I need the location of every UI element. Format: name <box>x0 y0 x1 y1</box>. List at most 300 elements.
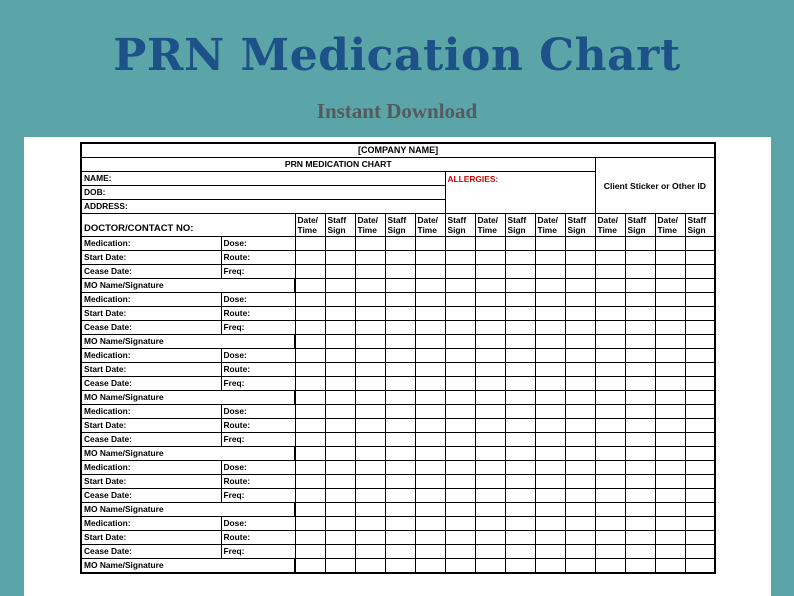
entry-cell[interactable] <box>445 237 475 251</box>
entry-cell[interactable] <box>415 433 445 447</box>
entry-cell[interactable] <box>325 293 355 307</box>
entry-cell[interactable] <box>325 531 355 545</box>
entry-cell[interactable] <box>295 559 325 574</box>
entry-cell[interactable] <box>445 391 475 405</box>
entry-cell[interactable] <box>445 419 475 433</box>
entry-cell[interactable] <box>475 475 505 489</box>
entry-cell[interactable] <box>295 349 325 363</box>
entry-cell[interactable] <box>625 433 655 447</box>
entry-cell[interactable] <box>385 335 415 349</box>
entry-cell[interactable] <box>325 237 355 251</box>
entry-cell[interactable] <box>415 321 445 335</box>
entry-cell[interactable] <box>475 559 505 574</box>
entry-cell[interactable] <box>355 447 385 461</box>
entry-cell[interactable] <box>385 517 415 531</box>
entry-cell[interactable] <box>655 447 685 461</box>
entry-cell[interactable] <box>385 405 415 419</box>
entry-cell[interactable] <box>625 503 655 517</box>
entry-cell[interactable] <box>565 503 595 517</box>
entry-cell[interactable] <box>685 363 715 377</box>
entry-cell[interactable] <box>325 265 355 279</box>
entry-cell[interactable] <box>565 391 595 405</box>
entry-cell[interactable] <box>325 447 355 461</box>
entry-cell[interactable] <box>415 517 445 531</box>
entry-cell[interactable] <box>325 489 355 503</box>
entry-cell[interactable] <box>355 363 385 377</box>
entry-cell[interactable] <box>325 307 355 321</box>
entry-cell[interactable] <box>505 335 535 349</box>
entry-cell[interactable] <box>505 237 535 251</box>
entry-cell[interactable] <box>295 279 325 293</box>
entry-cell[interactable] <box>445 461 475 475</box>
entry-cell[interactable] <box>505 531 535 545</box>
entry-cell[interactable] <box>295 545 325 559</box>
entry-cell[interactable] <box>445 377 475 391</box>
entry-cell[interactable] <box>355 391 385 405</box>
entry-cell[interactable] <box>415 461 445 475</box>
entry-cell[interactable] <box>685 293 715 307</box>
entry-cell[interactable] <box>565 335 595 349</box>
entry-cell[interactable] <box>415 363 445 377</box>
entry-cell[interactable] <box>355 461 385 475</box>
entry-cell[interactable] <box>385 419 415 433</box>
entry-cell[interactable] <box>535 531 565 545</box>
entry-cell[interactable] <box>505 377 535 391</box>
entry-cell[interactable] <box>685 335 715 349</box>
entry-cell[interactable] <box>505 307 535 321</box>
entry-cell[interactable] <box>475 489 505 503</box>
entry-cell[interactable] <box>655 349 685 363</box>
entry-cell[interactable] <box>475 293 505 307</box>
entry-cell[interactable] <box>355 559 385 574</box>
entry-cell[interactable] <box>325 251 355 265</box>
entry-cell[interactable] <box>475 545 505 559</box>
entry-cell[interactable] <box>445 531 475 545</box>
entry-cell[interactable] <box>655 237 685 251</box>
entry-cell[interactable] <box>625 307 655 321</box>
entry-cell[interactable] <box>565 517 595 531</box>
entry-cell[interactable] <box>685 307 715 321</box>
entry-cell[interactable] <box>475 447 505 461</box>
entry-cell[interactable] <box>295 307 325 321</box>
entry-cell[interactable] <box>655 293 685 307</box>
entry-cell[interactable] <box>505 321 535 335</box>
entry-cell[interactable] <box>595 433 625 447</box>
entry-cell[interactable] <box>595 279 625 293</box>
entry-cell[interactable] <box>565 265 595 279</box>
entry-cell[interactable] <box>595 531 625 545</box>
entry-cell[interactable] <box>565 377 595 391</box>
entry-cell[interactable] <box>415 503 445 517</box>
entry-cell[interactable] <box>535 349 565 363</box>
entry-cell[interactable] <box>535 391 565 405</box>
entry-cell[interactable] <box>685 251 715 265</box>
entry-cell[interactable] <box>355 265 385 279</box>
entry-cell[interactable] <box>325 335 355 349</box>
entry-cell[interactable] <box>415 349 445 363</box>
entry-cell[interactable] <box>475 237 505 251</box>
entry-cell[interactable] <box>295 447 325 461</box>
entry-cell[interactable] <box>505 419 535 433</box>
entry-cell[interactable] <box>685 545 715 559</box>
entry-cell[interactable] <box>505 293 535 307</box>
entry-cell[interactable] <box>295 475 325 489</box>
entry-cell[interactable] <box>445 321 475 335</box>
entry-cell[interactable] <box>325 405 355 419</box>
entry-cell[interactable] <box>475 517 505 531</box>
entry-cell[interactable] <box>445 545 475 559</box>
entry-cell[interactable] <box>505 391 535 405</box>
entry-cell[interactable] <box>295 265 325 279</box>
entry-cell[interactable] <box>625 279 655 293</box>
entry-cell[interactable] <box>625 461 655 475</box>
entry-cell[interactable] <box>655 559 685 574</box>
entry-cell[interactable] <box>535 447 565 461</box>
entry-cell[interactable] <box>475 531 505 545</box>
entry-cell[interactable] <box>685 377 715 391</box>
entry-cell[interactable] <box>505 363 535 377</box>
entry-cell[interactable] <box>325 517 355 531</box>
entry-cell[interactable] <box>415 279 445 293</box>
entry-cell[interactable] <box>655 433 685 447</box>
entry-cell[interactable] <box>475 265 505 279</box>
entry-cell[interactable] <box>415 307 445 321</box>
entry-cell[interactable] <box>445 433 475 447</box>
entry-cell[interactable] <box>295 391 325 405</box>
entry-cell[interactable] <box>595 321 625 335</box>
entry-cell[interactable] <box>625 293 655 307</box>
entry-cell[interactable] <box>475 461 505 475</box>
entry-cell[interactable] <box>325 349 355 363</box>
entry-cell[interactable] <box>625 321 655 335</box>
entry-cell[interactable] <box>475 251 505 265</box>
entry-cell[interactable] <box>505 279 535 293</box>
entry-cell[interactable] <box>445 363 475 377</box>
entry-cell[interactable] <box>625 349 655 363</box>
entry-cell[interactable] <box>445 517 475 531</box>
entry-cell[interactable] <box>565 251 595 265</box>
entry-cell[interactable] <box>415 335 445 349</box>
entry-cell[interactable] <box>505 265 535 279</box>
entry-cell[interactable] <box>415 531 445 545</box>
entry-cell[interactable] <box>685 265 715 279</box>
entry-cell[interactable] <box>685 559 715 574</box>
entry-cell[interactable] <box>475 321 505 335</box>
entry-cell[interactable] <box>535 517 565 531</box>
entry-cell[interactable] <box>595 251 625 265</box>
entry-cell[interactable] <box>475 335 505 349</box>
entry-cell[interactable] <box>385 447 415 461</box>
entry-cell[interactable] <box>475 279 505 293</box>
entry-cell[interactable] <box>295 237 325 251</box>
entry-cell[interactable] <box>325 419 355 433</box>
entry-cell[interactable] <box>505 251 535 265</box>
entry-cell[interactable] <box>505 559 535 574</box>
entry-cell[interactable] <box>625 447 655 461</box>
entry-cell[interactable] <box>385 489 415 503</box>
entry-cell[interactable] <box>565 279 595 293</box>
entry-cell[interactable] <box>535 251 565 265</box>
entry-cell[interactable] <box>685 531 715 545</box>
entry-cell[interactable] <box>475 391 505 405</box>
entry-cell[interactable] <box>535 363 565 377</box>
entry-cell[interactable] <box>625 545 655 559</box>
entry-cell[interactable] <box>475 503 505 517</box>
entry-cell[interactable] <box>565 545 595 559</box>
entry-cell[interactable] <box>355 405 385 419</box>
entry-cell[interactable] <box>565 321 595 335</box>
entry-cell[interactable] <box>625 265 655 279</box>
entry-cell[interactable] <box>295 377 325 391</box>
entry-cell[interactable] <box>655 321 685 335</box>
entry-cell[interactable] <box>325 559 355 574</box>
entry-cell[interactable] <box>625 419 655 433</box>
entry-cell[interactable] <box>685 391 715 405</box>
entry-cell[interactable] <box>445 503 475 517</box>
entry-cell[interactable] <box>415 293 445 307</box>
entry-cell[interactable] <box>295 363 325 377</box>
entry-cell[interactable] <box>625 251 655 265</box>
entry-cell[interactable] <box>505 517 535 531</box>
entry-cell[interactable] <box>535 461 565 475</box>
entry-cell[interactable] <box>535 265 565 279</box>
entry-cell[interactable] <box>535 475 565 489</box>
entry-cell[interactable] <box>625 517 655 531</box>
entry-cell[interactable] <box>295 251 325 265</box>
entry-cell[interactable] <box>625 489 655 503</box>
entry-cell[interactable] <box>565 363 595 377</box>
entry-cell[interactable] <box>415 419 445 433</box>
entry-cell[interactable] <box>325 475 355 489</box>
entry-cell[interactable] <box>475 433 505 447</box>
entry-cell[interactable] <box>325 363 355 377</box>
entry-cell[interactable] <box>655 517 685 531</box>
entry-cell[interactable] <box>595 517 625 531</box>
entry-cell[interactable] <box>385 279 415 293</box>
entry-cell[interactable] <box>565 559 595 574</box>
entry-cell[interactable] <box>415 391 445 405</box>
entry-cell[interactable] <box>325 503 355 517</box>
entry-cell[interactable] <box>445 307 475 321</box>
entry-cell[interactable] <box>355 251 385 265</box>
entry-cell[interactable] <box>505 447 535 461</box>
entry-cell[interactable] <box>385 559 415 574</box>
entry-cell[interactable] <box>685 321 715 335</box>
entry-cell[interactable] <box>655 377 685 391</box>
entry-cell[interactable] <box>505 503 535 517</box>
entry-cell[interactable] <box>355 335 385 349</box>
entry-cell[interactable] <box>655 531 685 545</box>
entry-cell[interactable] <box>445 265 475 279</box>
entry-cell[interactable] <box>415 251 445 265</box>
entry-cell[interactable] <box>445 405 475 419</box>
entry-cell[interactable] <box>355 517 385 531</box>
entry-cell[interactable] <box>655 475 685 489</box>
entry-cell[interactable] <box>625 391 655 405</box>
entry-cell[interactable] <box>445 251 475 265</box>
entry-cell[interactable] <box>505 433 535 447</box>
entry-cell[interactable] <box>595 237 625 251</box>
entry-cell[interactable] <box>685 503 715 517</box>
entry-cell[interactable] <box>355 545 385 559</box>
entry-cell[interactable] <box>685 461 715 475</box>
entry-cell[interactable] <box>385 475 415 489</box>
entry-cell[interactable] <box>565 307 595 321</box>
entry-cell[interactable] <box>625 335 655 349</box>
entry-cell[interactable] <box>385 307 415 321</box>
entry-cell[interactable] <box>685 517 715 531</box>
entry-cell[interactable] <box>595 503 625 517</box>
entry-cell[interactable] <box>355 237 385 251</box>
entry-cell[interactable] <box>535 307 565 321</box>
entry-cell[interactable] <box>355 531 385 545</box>
entry-cell[interactable] <box>595 349 625 363</box>
entry-cell[interactable] <box>385 531 415 545</box>
entry-cell[interactable] <box>355 279 385 293</box>
entry-cell[interactable] <box>355 503 385 517</box>
entry-cell[interactable] <box>445 559 475 574</box>
entry-cell[interactable] <box>445 279 475 293</box>
entry-cell[interactable] <box>385 503 415 517</box>
entry-cell[interactable] <box>385 433 415 447</box>
entry-cell[interactable] <box>655 489 685 503</box>
entry-cell[interactable] <box>445 447 475 461</box>
entry-cell[interactable] <box>505 349 535 363</box>
entry-cell[interactable] <box>505 545 535 559</box>
entry-cell[interactable] <box>595 265 625 279</box>
entry-cell[interactable] <box>535 503 565 517</box>
entry-cell[interactable] <box>595 307 625 321</box>
entry-cell[interactable] <box>415 475 445 489</box>
entry-cell[interactable] <box>475 377 505 391</box>
entry-cell[interactable] <box>475 307 505 321</box>
entry-cell[interactable] <box>535 433 565 447</box>
entry-cell[interactable] <box>295 321 325 335</box>
entry-cell[interactable] <box>625 377 655 391</box>
entry-cell[interactable] <box>595 475 625 489</box>
entry-cell[interactable] <box>535 419 565 433</box>
entry-cell[interactable] <box>595 377 625 391</box>
entry-cell[interactable] <box>295 405 325 419</box>
entry-cell[interactable] <box>685 433 715 447</box>
entry-cell[interactable] <box>475 405 505 419</box>
entry-cell[interactable] <box>475 419 505 433</box>
entry-cell[interactable] <box>385 237 415 251</box>
entry-cell[interactable] <box>625 405 655 419</box>
entry-cell[interactable] <box>415 559 445 574</box>
entry-cell[interactable] <box>355 377 385 391</box>
entry-cell[interactable] <box>565 447 595 461</box>
entry-cell[interactable] <box>325 391 355 405</box>
entry-cell[interactable] <box>535 377 565 391</box>
entry-cell[interactable] <box>295 335 325 349</box>
entry-cell[interactable] <box>565 419 595 433</box>
entry-cell[interactable] <box>535 335 565 349</box>
entry-cell[interactable] <box>595 335 625 349</box>
entry-cell[interactable] <box>385 293 415 307</box>
entry-cell[interactable] <box>595 447 625 461</box>
entry-cell[interactable] <box>565 433 595 447</box>
entry-cell[interactable] <box>415 237 445 251</box>
entry-cell[interactable] <box>445 489 475 503</box>
entry-cell[interactable] <box>355 293 385 307</box>
entry-cell[interactable] <box>385 545 415 559</box>
entry-cell[interactable] <box>445 475 475 489</box>
entry-cell[interactable] <box>535 545 565 559</box>
entry-cell[interactable] <box>445 349 475 363</box>
entry-cell[interactable] <box>355 307 385 321</box>
entry-cell[interactable] <box>535 489 565 503</box>
entry-cell[interactable] <box>355 433 385 447</box>
entry-cell[interactable] <box>565 475 595 489</box>
entry-cell[interactable] <box>595 489 625 503</box>
entry-cell[interactable] <box>625 475 655 489</box>
entry-cell[interactable] <box>295 531 325 545</box>
entry-cell[interactable] <box>295 461 325 475</box>
entry-cell[interactable] <box>295 503 325 517</box>
entry-cell[interactable] <box>505 405 535 419</box>
entry-cell[interactable] <box>595 405 625 419</box>
entry-cell[interactable] <box>385 321 415 335</box>
entry-cell[interactable] <box>415 265 445 279</box>
entry-cell[interactable] <box>325 461 355 475</box>
entry-cell[interactable] <box>355 475 385 489</box>
entry-cell[interactable] <box>385 377 415 391</box>
entry-cell[interactable] <box>415 377 445 391</box>
entry-cell[interactable] <box>685 279 715 293</box>
entry-cell[interactable] <box>685 405 715 419</box>
entry-cell[interactable] <box>295 433 325 447</box>
entry-cell[interactable] <box>565 349 595 363</box>
entry-cell[interactable] <box>625 363 655 377</box>
entry-cell[interactable] <box>475 363 505 377</box>
entry-cell[interactable] <box>565 461 595 475</box>
entry-cell[interactable] <box>535 559 565 574</box>
entry-cell[interactable] <box>535 321 565 335</box>
entry-cell[interactable] <box>505 461 535 475</box>
entry-cell[interactable] <box>535 279 565 293</box>
entry-cell[interactable] <box>385 391 415 405</box>
entry-cell[interactable] <box>655 419 685 433</box>
entry-cell[interactable] <box>685 237 715 251</box>
entry-cell[interactable] <box>535 237 565 251</box>
entry-cell[interactable] <box>625 237 655 251</box>
entry-cell[interactable] <box>625 531 655 545</box>
entry-cell[interactable] <box>655 307 685 321</box>
entry-cell[interactable] <box>655 461 685 475</box>
entry-cell[interactable] <box>685 447 715 461</box>
entry-cell[interactable] <box>295 419 325 433</box>
entry-cell[interactable] <box>385 251 415 265</box>
entry-cell[interactable] <box>685 489 715 503</box>
entry-cell[interactable] <box>505 489 535 503</box>
entry-cell[interactable] <box>355 321 385 335</box>
entry-cell[interactable] <box>325 545 355 559</box>
entry-cell[interactable] <box>655 335 685 349</box>
entry-cell[interactable] <box>655 503 685 517</box>
entry-cell[interactable] <box>595 419 625 433</box>
entry-cell[interactable] <box>325 279 355 293</box>
entry-cell[interactable] <box>415 405 445 419</box>
entry-cell[interactable] <box>535 405 565 419</box>
entry-cell[interactable] <box>385 349 415 363</box>
entry-cell[interactable] <box>565 405 595 419</box>
entry-cell[interactable] <box>655 545 685 559</box>
entry-cell[interactable] <box>355 349 385 363</box>
entry-cell[interactable] <box>475 349 505 363</box>
entry-cell[interactable] <box>325 377 355 391</box>
entry-cell[interactable] <box>595 293 625 307</box>
